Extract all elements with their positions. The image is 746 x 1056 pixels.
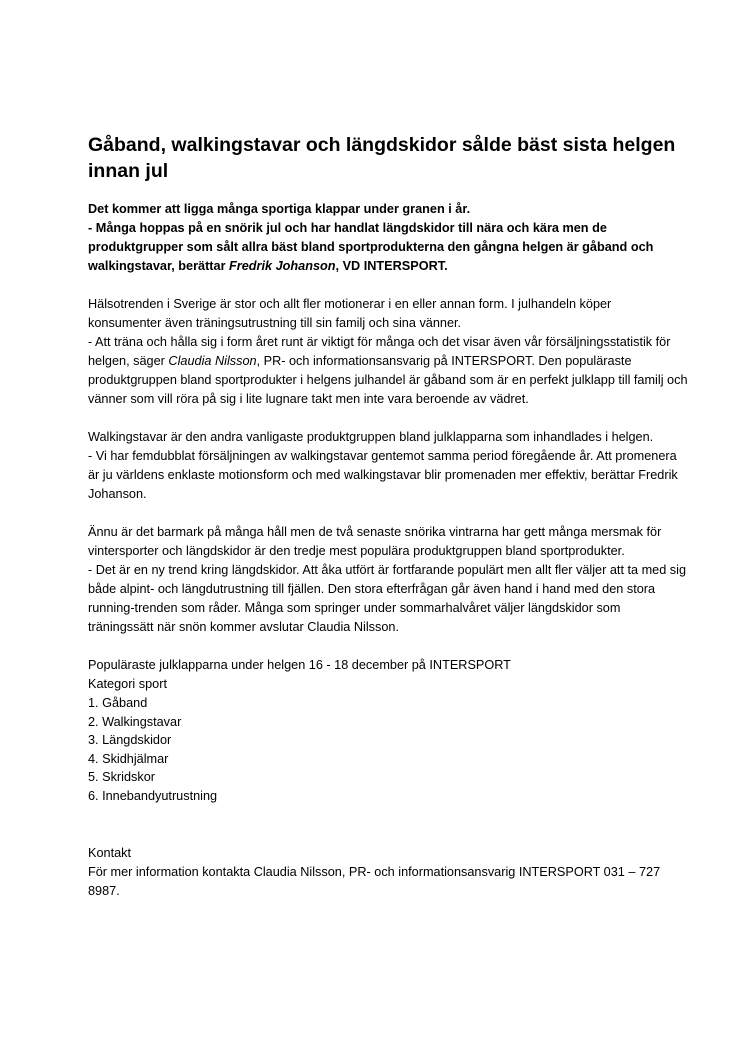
paragraph-1-a: Hälsotrenden i Sverige är stor och allt fler motionerar i en eller annan form. I julhandeln köper konsumenter även träningsutrustning till sin familj och sina vänner.: [88, 297, 612, 330]
paragraph-2-a: Walkingstavar är den andra vanligaste produktgruppen bland julklapparna som inhandlades i helgen.: [88, 430, 654, 444]
headline: Gåband, walkingstavar och längdskidor sålde bäst sista helgen innan jul: [88, 134, 676, 182]
paragraph-2-b: - Vi har femdubblat försäljningen av walkingstavar gentemot samma period föregående år. Att promenera är ju världens enklaste motionsform och med walkingstavar blir promenaden mer effektiv, berättar Fredrik Johanson.: [88, 449, 678, 501]
list-item: 3. Längdskidor: [88, 733, 172, 748]
document-content: [88, 132, 688, 901]
lead-name: Fredrik Johanson: [229, 259, 336, 273]
lead-text-end: , VD INTERSPORT.: [335, 259, 448, 273]
ranking-list: [88, 694, 688, 806]
list-item: 5. Skridskor: [88, 770, 155, 785]
contact-text: För mer information kontakta Claudia Nilsson, PR- och informationsansvarig INTERSPORT 031 – 727 8987.: [88, 864, 661, 898]
quote-text: - Att träna och hålla sig i form året runt är viktigt för många och det visar även vår försäljningsstatistik för helgen, säger: [88, 335, 671, 368]
lead-text: - Många hoppas på en snörik jul och har handlat längdskidor till nära och kära men de produktgrupper som sålt allra bäst bland sportprodukterna den gångna helgen är gåband och walkingstavar, berättar: [88, 221, 654, 273]
paragraph-1: [88, 295, 688, 409]
list-subheading: Kategori sport: [88, 677, 167, 691]
contact-heading: Kontakt: [88, 845, 132, 860]
list-item: 1. Gåband: [88, 696, 148, 710]
paragraph-3-a: Ännu är det barmark på många håll men de två senaste snörika vintrarna har gett många mersmak för vintersporter och längdskidor är den tredje mest populära produktgruppen bland sportprodukter.: [88, 525, 662, 558]
paragraph-1-b: [88, 335, 688, 406]
paragraph-3-b: - Det är en ny trend kring längdskidor. Att åka utfört är fortfarande populärt men allt fler väljer att ta med sig både alpint- och längdutrustning till fjällen. Den stora efterfrågan går även hand i hand med den stora running-trenden som råder. Många som springer under sommarhalvåret väljer längdskidor som träningssätt när snön kommer avslutar Claudia Nilsson.: [88, 563, 687, 634]
list-item: 6. Innebandyutrustning: [88, 788, 218, 803]
quoted-name: Claudia Nilsson: [168, 354, 257, 368]
lead-paragraph: [88, 200, 688, 276]
lead-line-1: Det kommer att ligga många sportiga klappar under granen i år.: [88, 202, 471, 216]
lead-line-2: [88, 221, 653, 273]
paragraph-2: [88, 428, 688, 504]
list-item: 2. Walkingstavar: [88, 714, 182, 729]
list-heading: Populäraste julklapparna under helgen 16 - 18 december på INTERSPORT: [88, 658, 511, 672]
paragraph-3: [88, 523, 688, 637]
quote-text-end: , PR- och informationsansvarig på INTERSPORT. Den populäraste produktgruppen bland sportprodukter i helgens julhandel är gåband som är en perfekt julklapp till familj och vänner som vill röra på sig i lite lugnare takt men inte vara beroende av vädret.: [88, 354, 688, 406]
list-item: 4. Skidhjälmar: [88, 751, 169, 766]
